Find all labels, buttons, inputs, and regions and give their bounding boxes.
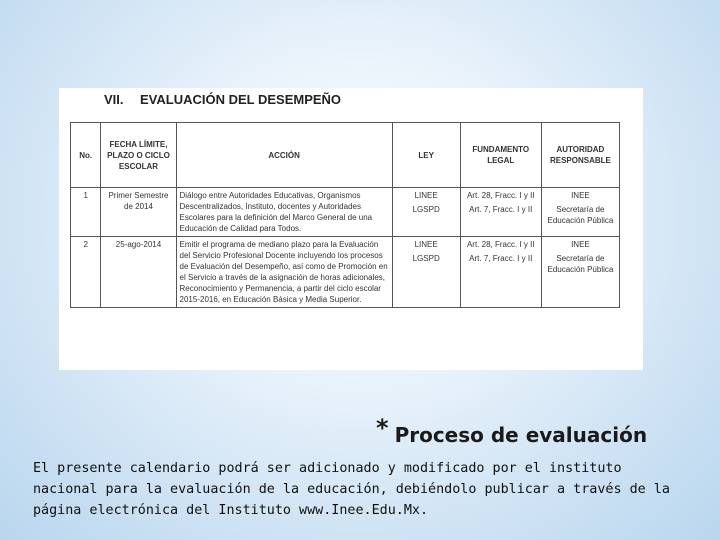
fundamento-item: Art. 7, Fracc. I y II [469, 254, 533, 263]
header-autoridad: AUTORIDAD RESPONSABLE [541, 123, 619, 188]
row-fecha: 25-ago-2014 [101, 237, 176, 308]
document-image [59, 88, 643, 370]
header-fundamento: FUNDAMENTO LEGAL [460, 123, 541, 188]
row-accion: Emitir el programa de mediano plazo para la Evaluación del Servicio Profesional Docente incluyendo los procesos de Evaluación del Desempeño, así como de Promoción en el Servicio a través de la asignación de horas adicionales, Reconocimiento y Permanencia, a partir del ciclo escolar 2015-2016, en Educación Básica y Media Superior. [176, 237, 392, 308]
row-no: 2 [71, 237, 101, 308]
slide-heading-text: Proceso de evaluación [394, 423, 648, 447]
row-autoridad [541, 237, 619, 308]
section-title [104, 92, 341, 107]
header-fecha: FECHA LÍMITE, PLAZO O CICLO ESCOLAR [101, 123, 176, 188]
header-no: No. [71, 123, 101, 188]
row-no: 1 [71, 188, 101, 237]
row-accion: Diálogo entre Autoridades Educativas, Organismos Descentralizados, Instituto, docentes y Autoridades Escolares para la definición del Marco General de una Educación de Calidad para Todos. [176, 188, 392, 237]
ley-item: LINEE [414, 240, 438, 249]
ley-item: LINEE [414, 191, 438, 200]
bullet-asterisk: * [376, 414, 389, 442]
fundamento-item: Art. 28, Fracc. I y II [466, 191, 535, 200]
section-number: VII. [104, 92, 124, 107]
autoridad-item: Secretaría de Educación Pública [547, 254, 614, 274]
evaluation-table [70, 122, 620, 308]
header-ley: LEY [392, 123, 460, 188]
table-row [71, 188, 620, 237]
row-fundamento [460, 237, 541, 308]
row-ley [392, 237, 460, 308]
section-title-text: EVALUACIÓN DEL DESEMPEÑO [140, 92, 342, 107]
slide-body-text: El presente calendario podrá ser adicionado y modificado por el instituto nacional para la evaluación de la educación, debiéndolo publicar a través de la página electrónica del Instituto www.Inee.Edu.Mx. [33, 461, 670, 518]
row-ley [392, 188, 460, 237]
header-accion: ACCIÓN [176, 123, 392, 188]
slide-heading [376, 414, 648, 448]
fundamento-item: Art. 7, Fracc. I y II [469, 205, 533, 214]
fundamento-item: Art. 28, Fracc. I y II [466, 240, 535, 249]
ley-item: LGSPD [412, 205, 440, 214]
autoridad-item: Secretaría de Educación Pública [547, 205, 614, 225]
autoridad-item: INEE [571, 240, 590, 249]
autoridad-item: INEE [571, 191, 590, 200]
ley-item: LGSPD [412, 254, 440, 263]
table-row [71, 237, 620, 308]
row-autoridad [541, 188, 619, 237]
row-fundamento [460, 188, 541, 237]
table-header-row [71, 123, 620, 188]
row-fecha: Primer Semestre de 2014 [101, 188, 176, 237]
